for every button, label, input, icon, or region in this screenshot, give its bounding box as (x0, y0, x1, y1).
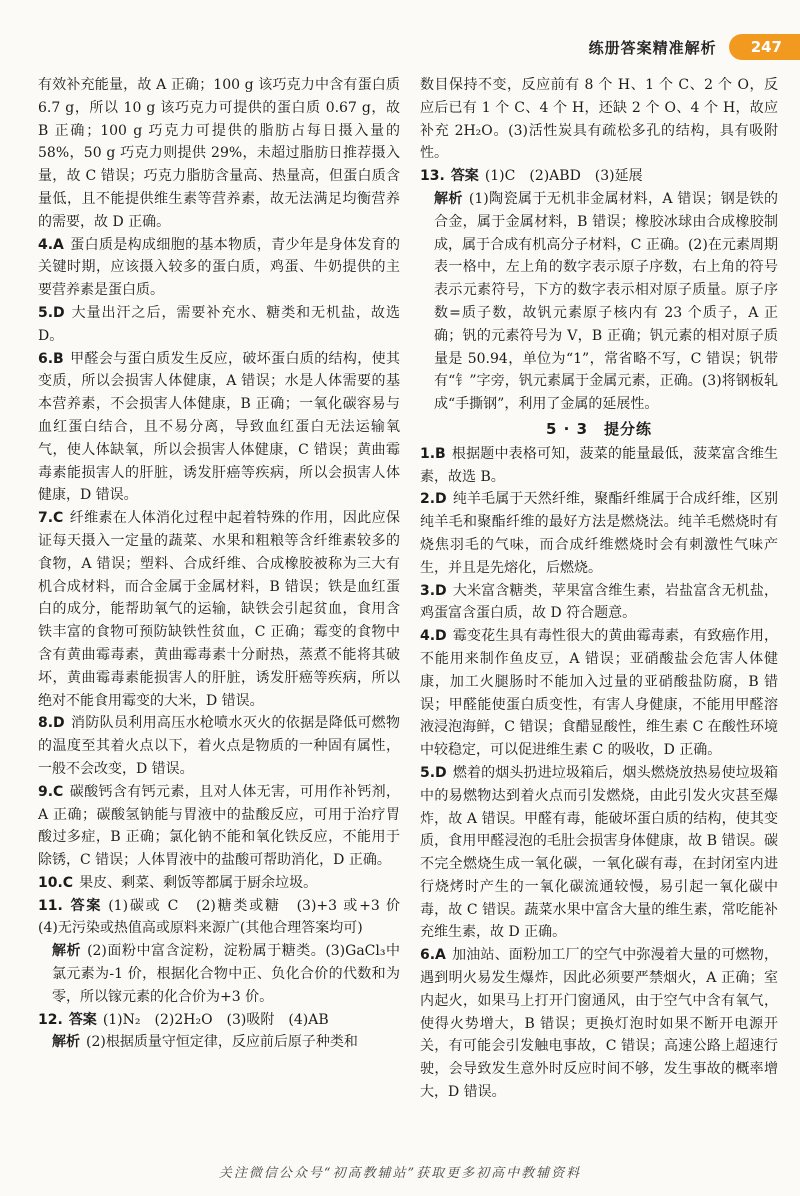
item-number: 13. (420, 168, 445, 185)
item-text: 纯羊毛属于天然纤维，聚酯纤维属于合成纤维，区别纯羊毛和聚酯纤维的最好方法是燃烧法。纯羊毛燃烧时有烧焦羽毛的气味，而合成纤维燃烧时会有刺激性气味产生，并且是先熔化，后燃烧。 (420, 491, 778, 576)
item-number: 6.A (420, 947, 446, 964)
answer-item (38, 348, 400, 508)
item-text: 有效补充能量，故 A 正确；100 g 该巧克力中含有蛋白质 6.7 g，所以 10 g 该巧克力可提供的蛋白质 0.67 g，故 B 正确；100 g 巧克力可提供的脂肪占每日摄入量的 58%，50 g 巧克力则提供 29%，未超过脂肪日推荐摄入量，故 C 错误；巧克力脂肪含量高、热量高，但蛋白质含量低，且不能提供维生素等营养素，故无法满足均衡营养的需要，故 D 正确。 (38, 77, 400, 230)
item-text: (2)面粉中富含淀粉，淀粉属于糖类。(3)GaCl₃中氯元素为-1 价，根据化合物中正、负化合价的代数和为零，所以镓元素的化合价为+3 价。 (52, 943, 401, 1005)
item-number: 4.A (38, 236, 64, 253)
page-header (470, 30, 786, 64)
item-text: (1)陶瓷属于无机非金属材料，A 错误；钢是铁的合金，属于金属材料，B 错误；橡胶冰球由合成橡胶制成，属于合成有机高分子材料，C 正确。(2)在元素周期表一格中，左上角的数字表示原子序数，右上角的符号表示元素符号，下方的数字表示相对原子质量。原子序数=质子数，故钒元素原子核内有 23 个质子，A 正确；钒的元素符号为 V，B 正确；钒元素的相对原子质量是 50.94，单位为“1”，常省略不写，C 错误；钒带有“钅”字旁，钒元素属于金属元素，正确。(3)将钢板轧成“手撕钢”，利用了金属的延展性。 (434, 190, 779, 413)
answer-item (38, 940, 400, 1008)
item-number: 5.D (38, 304, 65, 321)
item-number: 9.C (38, 783, 64, 800)
item-number: 6.B (38, 350, 64, 367)
item-label: 解析 (52, 943, 82, 960)
answer-item (38, 781, 400, 872)
item-text: (1)碳或 C (2)糖类或糖 (3)+3 或+3 价 (4)无污染或热值高或原料来源广(其他合理答案均可) (38, 897, 414, 937)
answer-item (38, 895, 414, 941)
item-text: 蛋白质是构成细胞的基本物质，青少年是身体发育的关键时期，应该摄入较多的蛋白质，鸡蛋、牛奶提供的主要营养素是蛋白质。 (38, 236, 400, 299)
item-text: 碳酸钙含有钙元素，且对人体无害，可用作补钙剂，A 正确；碳酸氢钠能与胃液中的盐酸反应，可用于治疗胃酸过多症，B 正确；氯化钠不能和氧化铁反应，不能用于除锈，C 错误；人体胃液中的盐酸可帮助消化，D 正确。 (38, 783, 400, 869)
item-number: 10.C (38, 874, 74, 891)
item-text: 燃着的烟头扔进垃圾箱后，烟头燃烧放热易使垃圾箱中的易燃物达到着火点而引发燃烧，由此引发火灾甚至爆炸，故 A 错误。甲醛有毒，能破坏蛋白质的结构，使其变质，食用甲醛浸泡的毛肚会损害身体健康，故 B 错误。碳不完全燃烧生成一氧化碳，一氧化碳有毒，在封闭室内进行烧烤时产生的一氧化碳流通较慢，易引起一氧化碳中毒，故 C 错误。蔬菜水果中富含大量的维生素，常吃能补充维生素，故 D 正确。 (420, 764, 778, 941)
item-text: 果皮、剩菜、剩饭等都属于厨余垃圾。 (79, 874, 318, 891)
answer-item (38, 712, 400, 780)
item-text: (1)N₂ (2)2H₂O (3)吸附 (4)AB (102, 1011, 329, 1028)
item-label: 答案 (68, 897, 103, 914)
answer-item (420, 762, 778, 944)
footer-note: 关注微信公众号“初高教辅站”获取更多初高中教辅资料 (218, 1166, 582, 1181)
item-label: 答案 (68, 1011, 97, 1028)
answer-item (420, 188, 778, 416)
answer-item (420, 488, 778, 579)
item-text: (1)C (2)ABD (3)延展 (484, 168, 643, 185)
left-column (38, 74, 414, 1054)
answer-item (38, 507, 400, 712)
item-label: 解析 (52, 1034, 80, 1051)
right-column (420, 74, 778, 1104)
item-number: 7.C (38, 510, 64, 527)
page-number-badge: 247 (729, 34, 800, 60)
item-number: 1.B (420, 445, 446, 462)
item-text: 大米富含糖类，苹果富含维生素，岩盐富含无机盐，鸡蛋富含蛋白质，故 D 符合题意。 (420, 582, 778, 622)
answer-item (420, 443, 778, 489)
answer-item (38, 74, 400, 234)
item-label: 答案 (450, 168, 479, 185)
answer-item (420, 580, 778, 626)
item-text: 纤维素在人体消化过程中起着特殊的作用，因此应保证每天摄入一定量的蔬菜、水果和粗粮等含纤维素较多的食物，A 错误；塑料、合成纤维、合成橡胶被称为三大有机合成材料，而合金属于金属材料，B 错误；铁是血红蛋白的成分，能帮助氧气的运输，缺铁会引起贫血，食用含铁丰富的食物可预防缺铁性贫血，C 正确；霉变的食物中含有黄曲霉毒素，黄曲霉毒素十分耐热，蒸煮不能将其破坏，黄曲霉毒素能损害人的肝脏，诱发肝癌等疾病，所以绝对不能食用霉变的大米，D 错误。 (38, 510, 400, 709)
item-text: 根据题中表格可知，菠菜的能量最低，菠菜富含维生素，故选 B。 (420, 445, 778, 485)
answer-item (420, 74, 778, 165)
item-text: (2)根据质量守恒定律，反应前后原子种类和 (86, 1034, 358, 1051)
item-number: 3.D (420, 582, 447, 599)
item-text: 甲醛会与蛋白质发生反应，破坏蛋白质的结构，使其变质，所以会损害人体健康，A 错误；水是人体需要的基本营养素，不会损害人体健康，B 正确；一氧化碳容易与血红蛋白结合，且不易分离，导致血红蛋白无法运输氧气，使人体缺氧，所以会损害人体健康，C 错误；黄曲霉毒素能损害人的肝脏，诱发肝癌等疾病，所以会损害人体健康，D 错误。 (38, 350, 400, 504)
item-number: 4.D (420, 628, 447, 645)
header-title: 练册答案精准解析 (588, 38, 717, 57)
section-title: 5 · 3 提分练 (545, 419, 653, 438)
item-text: 霉变花生具有毒性很大的黄曲霉毒素，有致癌作用，不能用来制作鱼皮豆，A 错误；亚硝酸盐会危害人体健康，加工火腿肠时不能加入过量的亚硝酸盐防腐，B 错误；甲醛能使蛋白质变性，有害人身健康，不能用甲醛溶液浸泡海鲜，C 错误；食醋显酸性，维生素 C 在酸性环境中较稳定，可以促进维生素 C 的吸收，D 正确。 (420, 628, 778, 759)
answer-item (420, 625, 778, 762)
answer-item (38, 234, 400, 302)
answer-item (38, 1009, 400, 1032)
item-number: 11. (38, 897, 63, 914)
item-number: 2.D (420, 491, 447, 508)
item-text: 数目保持不变，反应前有 8 个 H、1 个 C、2 个 O，反应后已有 1 个 C、4 个 H，还缺 2 个 O、4 个 H，故应补充 2H₂O。(3)活性炭具有疏松多孔的结构，具有吸附性。 (420, 77, 778, 162)
item-text: 加油站、面粉加工厂的空气中弥漫着大量的可燃物，遇到明火易发生爆炸，因此必须要严禁烟火，A 正确；室内起火，如果马上打开门窗通风，由于空气中含有氧气，使得火势增大，B 错误；更换灯泡时如果不断开电源开关，有可能会引发触电事故，C 错误；高速公路上超速行驶，会导致发生意外时反应时间不够，发生事故的概率增大，D 错误。 (420, 947, 778, 1101)
item-number: 5.D (420, 764, 447, 781)
answer-item (38, 1031, 400, 1054)
item-number: 8.D (38, 715, 65, 732)
answer-item (420, 165, 778, 188)
answer-item (38, 872, 400, 895)
answer-item (38, 302, 400, 348)
item-label: 解析 (434, 190, 463, 207)
item-number: 12. (38, 1011, 63, 1028)
item-text: 消防队员利用高压水枪喷水灭火的依据是降低可燃物的温度至其着火点以下，着火点是物质的一种固有属性，一般不会改变，D 错误。 (38, 715, 400, 777)
item-text: 大量出汗之后，需要补充水、糖类和无机盐，故选 D。 (38, 304, 400, 344)
answer-item (420, 944, 778, 1104)
